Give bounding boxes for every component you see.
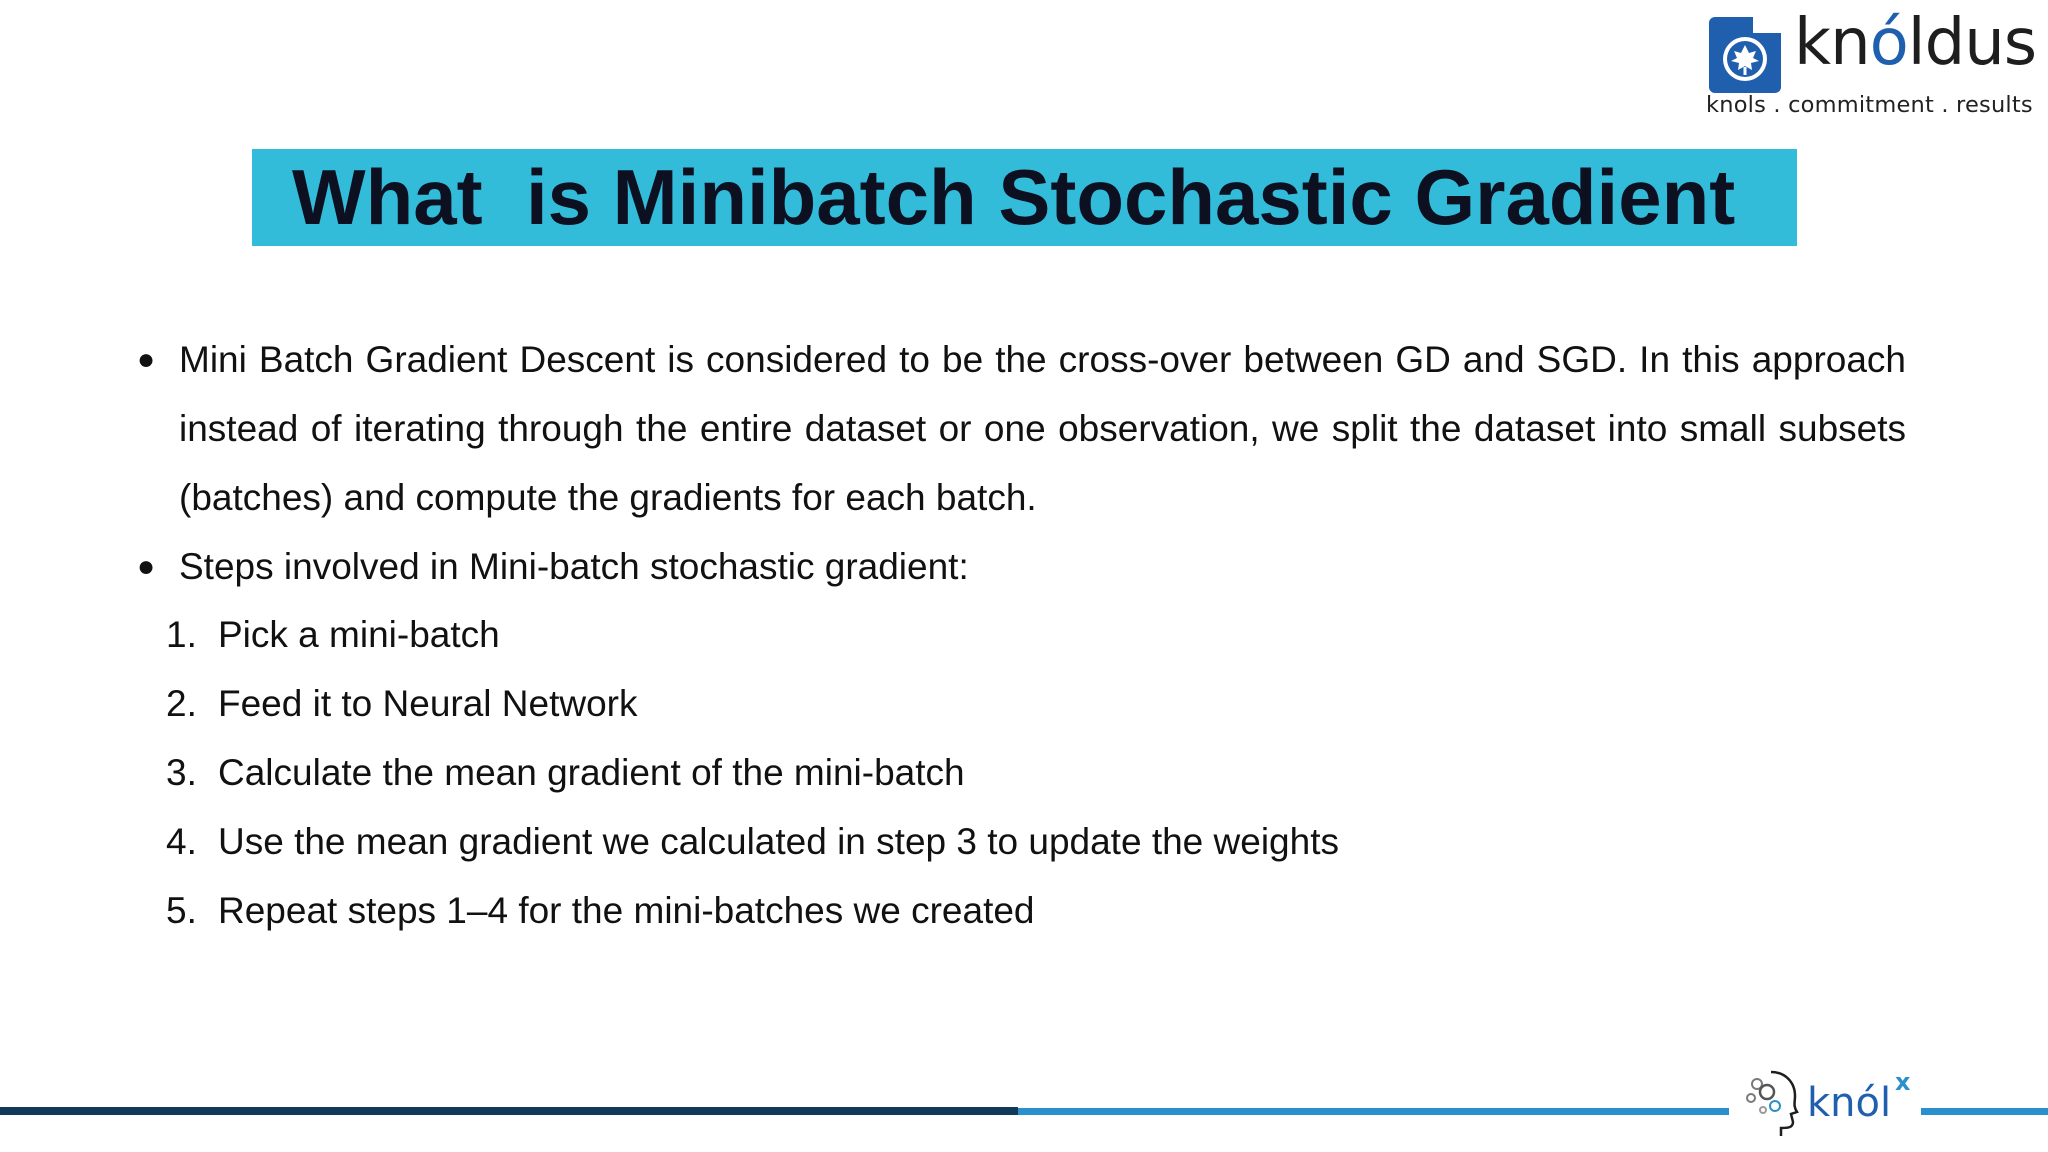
bullet-steps-heading: Steps involved in Mini-batch stochastic gradient: xyxy=(179,546,969,587)
knolx-logo xyxy=(1729,1054,1921,1152)
knoldus-tagline: knols . commitment . results xyxy=(1706,92,2033,118)
slide-title-bar xyxy=(252,149,1797,246)
bullet-marker: ● xyxy=(137,343,156,376)
knoldus-shield-icon xyxy=(1709,17,1781,93)
step-text: Pick a mini-batch xyxy=(218,614,500,655)
knolx-wordmark: knól xyxy=(1807,1080,1892,1126)
footer-line-dark xyxy=(0,1107,1018,1115)
step-text: Calculate the mean gradient of the mini-batch xyxy=(218,752,965,793)
step-number: 4. xyxy=(166,821,197,862)
bullet-marker: ● xyxy=(137,550,156,583)
step-text: Repeat steps 1–4 for the mini-batches we created xyxy=(218,890,1035,931)
step-text: Feed it to Neural Network xyxy=(218,683,638,724)
bullet-paragraph: Mini Batch Gradient Descent is considered to be the cross-over between GD and SGD. In this approach instead of iterating through the entire dataset or one observation, we split the dataset into small subsets (batches) and compute the gradients for each batch. xyxy=(179,339,1906,518)
step-number: 1. xyxy=(166,614,197,655)
knolx-superscript: x xyxy=(1895,1068,1911,1096)
step-number: 2. xyxy=(166,683,197,724)
step-text: Use the mean gradient we calculated in step 3 to update the weights xyxy=(218,821,1339,862)
head-gears-icon xyxy=(1741,1066,1805,1140)
step-number: 5. xyxy=(166,890,197,931)
knoldus-logo xyxy=(1706,6,2037,124)
slide-title: What is Minibatch Stochastic Gradient xyxy=(292,153,1736,241)
knoldus-wordmark: knóldus xyxy=(1794,6,2037,80)
step-number: 3. xyxy=(166,752,197,793)
